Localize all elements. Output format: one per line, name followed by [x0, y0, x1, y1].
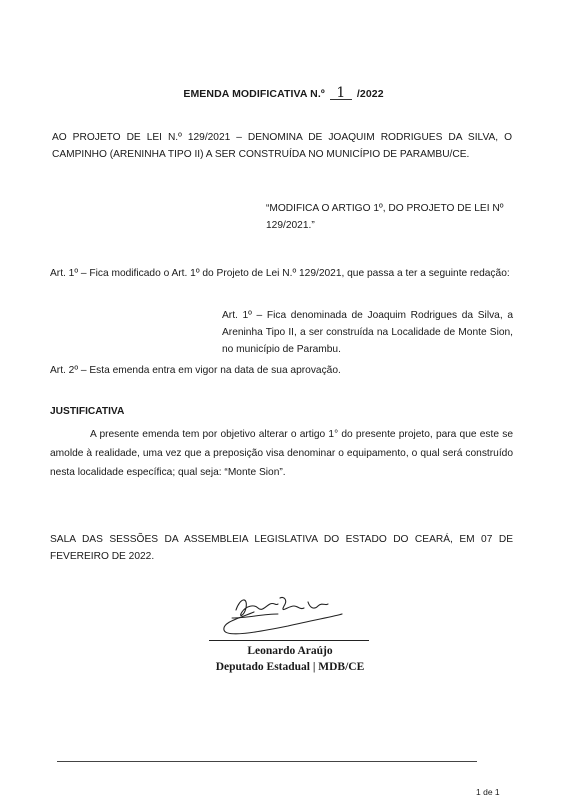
epigraph: “MODIFICA O ARTIGO 1º, DO PROJETO DE LEI Nº 129/2021.” — [266, 203, 504, 231]
handwritten-signature — [218, 592, 348, 640]
signatory-role: Deputado Estadual | MDB/CE — [215, 661, 365, 673]
page-number: 1 de 1 — [476, 787, 500, 797]
title-prefix: EMENDA MODIFICATIVA N.º — [183, 88, 325, 100]
closing-statement: SALA DAS SESSÕES DA ASSEMBLEIA LEGISLATIVA DO ESTADO DO CEARÁ, EM 07 DE FEVEREIRO DE 2022. — [50, 534, 513, 562]
article-1-quote: Art. 1º – Fica denominada de Joaquim Rodrigues da Silva, a Areninha Tipo II, a ser construída na Localidade de Monte Sion, no município de Parambu. — [222, 310, 513, 355]
article-2: Art. 2º – Esta emenda entra em vigor na data de sua aprovação. — [50, 365, 341, 376]
handwritten-number: 1 — [330, 88, 352, 100]
document-title — [0, 85, 567, 101]
justificativa-text: A presente emenda tem por objetivo alterar o artigo 1° do presente projeto, para que este se amolde à realidade, uma vez que a preposição visa denominar o equipamento, o qual será construído nesta localidade específica; qual seja: “Monte Sion”. — [50, 429, 513, 478]
footer-divider — [57, 761, 477, 762]
signature-line — [209, 640, 369, 641]
ementa-paragraph: AO PROJETO DE LEI N.º 129/2021 – DENOMINA DE JOAQUIM RODRIGUES DA SILVA, O CAMPINHO (ARENINHA TIPO II) A SER CONSTRUÍDA NO MUNICÍPIO DE PARAMBU/CE. — [52, 132, 512, 160]
title-suffix: /2022 — [356, 88, 384, 100]
article-1: Art. 1º – Fica modificado o Art. 1º do Projeto de Lei N.º 129/2021, que passa a ter a seguinte redação: — [50, 268, 510, 279]
signatory-name: Leonardo Araújo — [247, 645, 333, 657]
justificativa-heading: JUSTIFICATIVA — [50, 406, 125, 417]
